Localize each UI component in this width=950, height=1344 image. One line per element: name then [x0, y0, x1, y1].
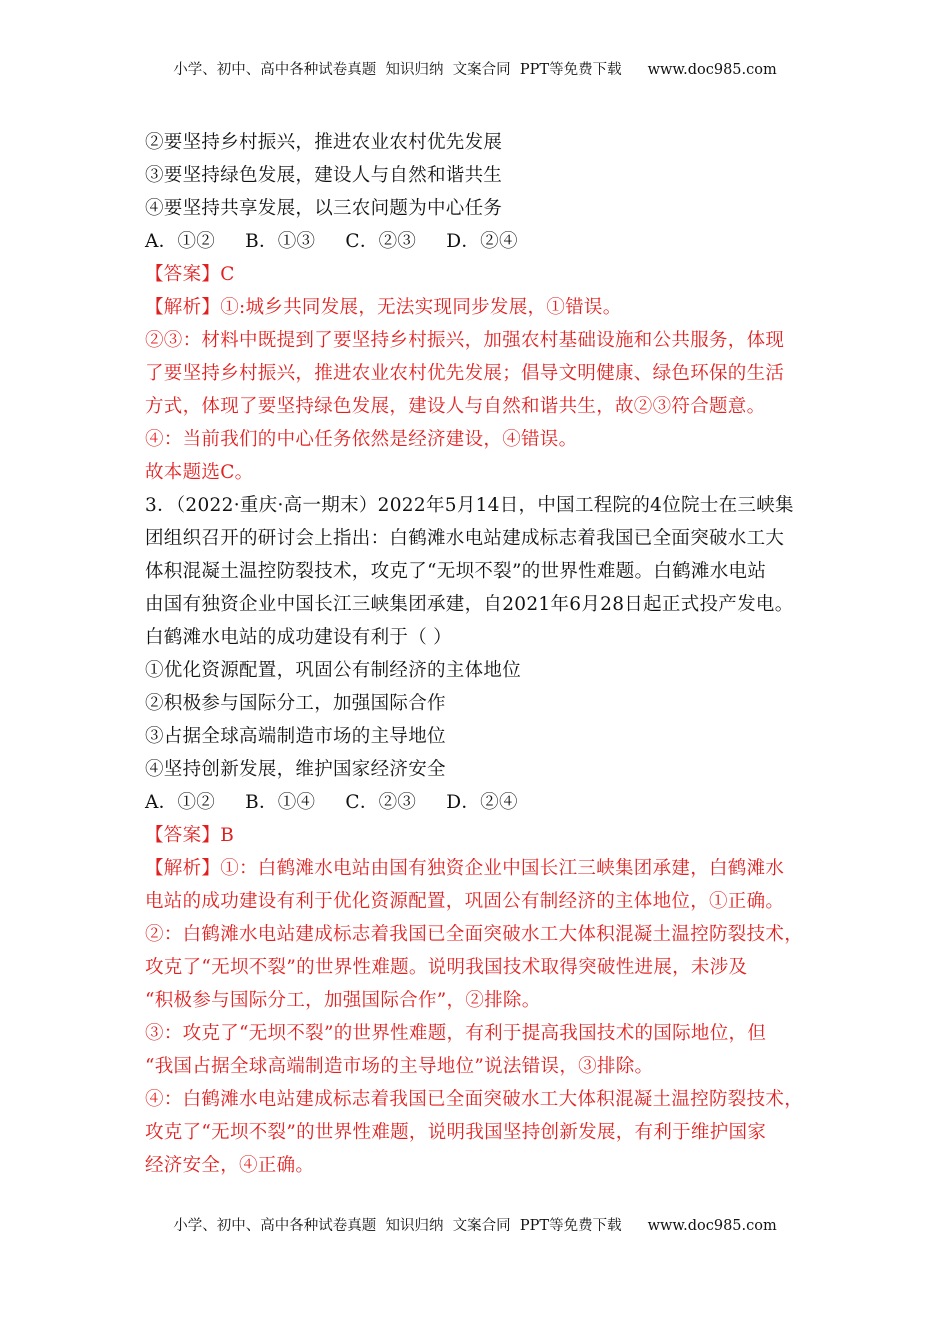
header-text: 小学、初中、高中各种试卷真题 知识归纳 文案合同 PPT等免费下载: [173, 62, 622, 78]
q3-analysis-line: 攻克了“无坝不裂”的世界性难题。说明我国技术取得突破性进展，未涉及: [145, 957, 748, 978]
page-header: [0, 58, 950, 79]
q3-item: ②积极参与国际分工，加强国际合作: [145, 693, 446, 714]
q3-option-d: D．②④: [446, 792, 518, 813]
q3-item: ③占据全球高端制造市场的主导地位: [145, 726, 446, 747]
q2-items: [145, 126, 825, 225]
q3-analysis-line: 电站的成功建设有利于优化资源配置，巩固公有制经济的主体地位，①正确。: [145, 891, 785, 912]
q3-analysis-line: ④：白鹤滩水电站建成标志着我国已全面突破水工大体积混凝土温控防裂技术，: [145, 1089, 804, 1110]
q3-stem: [145, 489, 825, 654]
q3-option-a: A．①②: [145, 792, 216, 813]
q2-option-b: B．①③: [245, 231, 316, 252]
q2-analysis-line: 故本题选C。: [145, 462, 254, 483]
q3-answer: 【答案】B: [145, 825, 235, 846]
q3-analysis-line: 【解析】①：白鹤滩水电站由国有独资企业中国长江三峡集团承建，白鹤滩水: [145, 858, 785, 879]
q2-analysis: [145, 291, 825, 489]
q3-option-c: C．②③: [345, 792, 417, 813]
q3-analysis-line: 经济安全，④正确。: [145, 1155, 315, 1176]
q3-analysis-line: ②：白鹤滩水电站建成标志着我国已全面突破水工大体积混凝土温控防裂技术，: [145, 924, 804, 945]
q2-item: ③要坚持绿色发展，建设人与自然和谐共生: [145, 165, 503, 186]
q3-stem-line: 团组织召开的研讨会上指出：白鹤滩水电站建成标志着我国已全面突破水工大: [145, 528, 785, 549]
q2-option-c: C．②③: [345, 231, 417, 252]
q3-item: ①优化资源配置，巩固公有制经济的主体地位: [145, 660, 522, 681]
q2-option-a: A．①②: [145, 231, 216, 252]
q2-option-d: D．②④: [446, 231, 518, 252]
q3-stem-line: 3．（2022·重庆·高一期末）2022年5月14日，中国工程院的4位院士在三峡集: [145, 495, 794, 516]
q3-analysis-line: “我国占据全球高端制造市场的主导地位”说法错误，③排除。: [145, 1056, 654, 1077]
q3-stem-line: 体积混凝土温控防裂技术，攻克了“无坝不裂”的世界性难题。白鹤滩水电站: [145, 561, 767, 582]
q2-analysis-line: 【解析】①:城乡共同发展，无法实现同步发展，①错误。: [145, 297, 622, 318]
q3-option-b: B．①④: [245, 792, 316, 813]
q3-items: [145, 654, 825, 786]
q3-analysis: [145, 852, 825, 1182]
header-url[interactable]: www.doc985.com: [647, 62, 777, 78]
q3-analysis-line: ③：攻克了“无坝不裂”的世界性难题，有利于提高我国技术的国际地位，但: [145, 1023, 767, 1044]
q2-item: ④要坚持共享发展，以三农问题为中心任务: [145, 198, 503, 219]
q3-item: ④坚持创新发展，维护国家经济安全: [145, 759, 446, 780]
footer-url[interactable]: www.doc985.com: [647, 1218, 777, 1234]
q3-stem-line: 白鹤滩水电站的成功建设有利于（ ）: [145, 627, 452, 648]
q2-options: [145, 225, 825, 258]
document-body: [145, 126, 825, 1182]
q3-analysis-line: 攻克了“无坝不裂”的世界性难题，说明我国坚持创新发展，有利于维护国家: [145, 1122, 767, 1143]
q2-item: ②要坚持乡村振兴，推进农业农村优先发展: [145, 132, 503, 153]
q3-stem-line: 由国有独资企业中国长江三峡集团承建，自2021年6月28日起正式投产发电。: [145, 594, 794, 615]
q3-options: [145, 786, 825, 819]
q2-analysis-line: 方式，体现了要坚持绿色发展，建设人与自然和谐共生，故②③符合题意。: [145, 396, 766, 417]
q2-answer: 【答案】C: [145, 264, 235, 285]
q2-analysis-line: ②③：材料中既提到了要坚持乡村振兴，加强农村基础设施和公共服务，体现: [145, 330, 785, 351]
q2-analysis-line: ④：当前我们的中心任务依然是经济建设，④错误。: [145, 429, 578, 450]
page-footer: [0, 1214, 950, 1235]
footer-text: 小学、初中、高中各种试卷真题 知识归纳 文案合同 PPT等免费下载: [173, 1218, 622, 1234]
q2-analysis-line: 了要坚持乡村振兴，推进农业农村优先发展；倡导文明健康、绿色环保的生活: [145, 363, 785, 384]
q3-analysis-line: “积极参与国际分工，加强国际合作”，②排除。: [145, 990, 541, 1011]
